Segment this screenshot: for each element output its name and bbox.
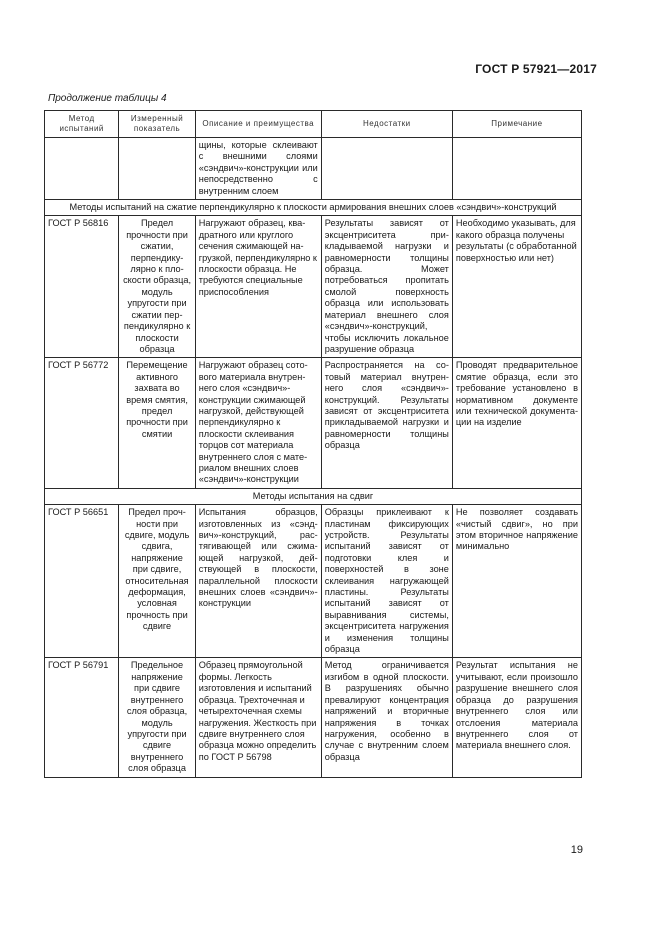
section-title-compression: Методы испытаний на сжатие перпендикулярно к плоскости армирования внешних слоев «сэндвич»-конструкций [45, 200, 582, 216]
table-row [45, 658, 582, 777]
cell-drawbacks: Распространяется на сотовый материал внутреннего слоя «сэндвич»-конструкций. Результаты зависят от эксцентриситета прикладываемой нагрузки и равномерности толщины образца [321, 358, 452, 488]
cell-method: ГОСТ Р 56816 [45, 216, 119, 358]
cell-method [45, 138, 119, 200]
cell-description: щины, которые склеивают с внешними слоями «сэндвич»-конструкции или непосредственно с внутренним слоем [195, 138, 321, 200]
cell-description: Образец прямоугольной формы. Легкость изготовления и испытаний образца. Трехточечная и четырехточечная схемы нагружения. Жесткость при сдвиге внутреннего слоя образца можно определить по ГОСТ Р 56798 [195, 658, 321, 777]
table-row [45, 505, 582, 658]
cell-drawbacks: Метод ограничивается изгибом в одной плоскости. В разрушениях обычно превалируют концентрация напряжений и вторичные напряжения в точках нагружения, особенно в случае с внутренним слоем образца [321, 658, 452, 777]
cell-description: Нагружают образец, квадратного или круглого сечения сжимающей нагрузкой, перпендикулярно к плоскости образца. Не требуются специальные приспособления [195, 216, 321, 358]
cell-indicator [119, 138, 195, 200]
column-header-description: Описание и преимущества [195, 111, 321, 138]
cell-note: Результат испытания не учитывают, если произошло разрушение внешнего слоя образца до разрушения внутреннего слоя или отслоения материала внутреннего слоя от материала внешнего слоя. [452, 658, 581, 777]
cell-drawbacks: Результаты зависят от эксцентриситета прикладываемой нагрузки и равномерности толщины образца. Может потребоваться пропитать смолой поверхность образца или использовать материал внешнего слоя «сэндвич»-конструкций, чтобы исключить локальное разрушение образца [321, 216, 452, 358]
section-title-shear: Методы испытания на сдвиг [45, 488, 582, 504]
cell-drawbacks [321, 138, 452, 200]
cell-note: Проводят предварительное смятие образца, если это требование установлено в нормативном документе или технической документации на изделие [452, 358, 581, 488]
table-row [45, 216, 582, 358]
cell-note: Не позволяет создавать «чистый сдвиг», но при этом вторичное напряжение минимально [452, 505, 581, 658]
cell-method: ГОСТ Р 56791 [45, 658, 119, 777]
document-code: ГОСТ Р 57921—2017 [475, 62, 597, 76]
cell-note [452, 138, 581, 200]
table-row [45, 138, 582, 200]
cell-description: Нагружают образец сотового материала внутреннего слоя «сэндвич»-конструкции сжимающей нагрузкой, действующей перпендикулярно к плоскости склеивания торцов сот материала внутреннего слоя с материалом внешних слоев «сэндвич»-конструкции [195, 358, 321, 488]
cell-method: ГОСТ Р 56772 [45, 358, 119, 488]
section-row [45, 200, 582, 216]
cell-description: Испытания образцов, изготовленных из «сэндвич»-конструкций, растягивающей или сжимающей нагрузкой, действующей в плоскости, параллельной плоскости внешних слоев «сэндвич»-конструкции [195, 505, 321, 658]
cell-drawbacks: Образцы приклеивают к пластинам фиксирующих устройств. Результаты испытаний зависят от подготовки клея и поверхностей в зоне склеивания нагружающей пластины. Результаты испытаний зависят от выравнивания системы, эксцентриситета нагружения и изменения толщины образца [321, 505, 452, 658]
cell-indicator: Предел прочности при сжатии, перпендикулярно к плоскости образца, модуль упругости при сжатии перпендикулярно к плоскости образца [119, 216, 195, 358]
column-header-drawbacks: Недостатки [321, 111, 452, 138]
column-header-note: Примечание [452, 111, 581, 138]
table-row [45, 358, 582, 488]
table-header-row [45, 111, 582, 138]
cell-indicator: Предельное напряжение при сдвиге внутреннего слоя образца, модуль упругости при сдвиге внутреннего слоя образца [119, 658, 195, 777]
section-row [45, 488, 582, 504]
cell-note: Необходимо указывать, для какого образца получены результаты (с обработанной поверхностью или нет) [452, 216, 581, 358]
page-number: 19 [570, 844, 583, 856]
table-caption: Продолжение таблицы 4 [48, 93, 167, 104]
methods-table [44, 110, 582, 778]
column-header-method: Метод испытаний [45, 111, 119, 138]
cell-method: ГОСТ Р 56651 [45, 505, 119, 658]
column-header-indicator: Измеренный показатель [119, 111, 195, 138]
cell-indicator: Предел прочности при сдвиге, модуль сдвига, напряжение при сдвиге, относительная деформация, условная прочность при сдвиге [119, 505, 195, 658]
cell-indicator: Перемещение активного захвата во время смятия, предел прочности при смятии [119, 358, 195, 488]
